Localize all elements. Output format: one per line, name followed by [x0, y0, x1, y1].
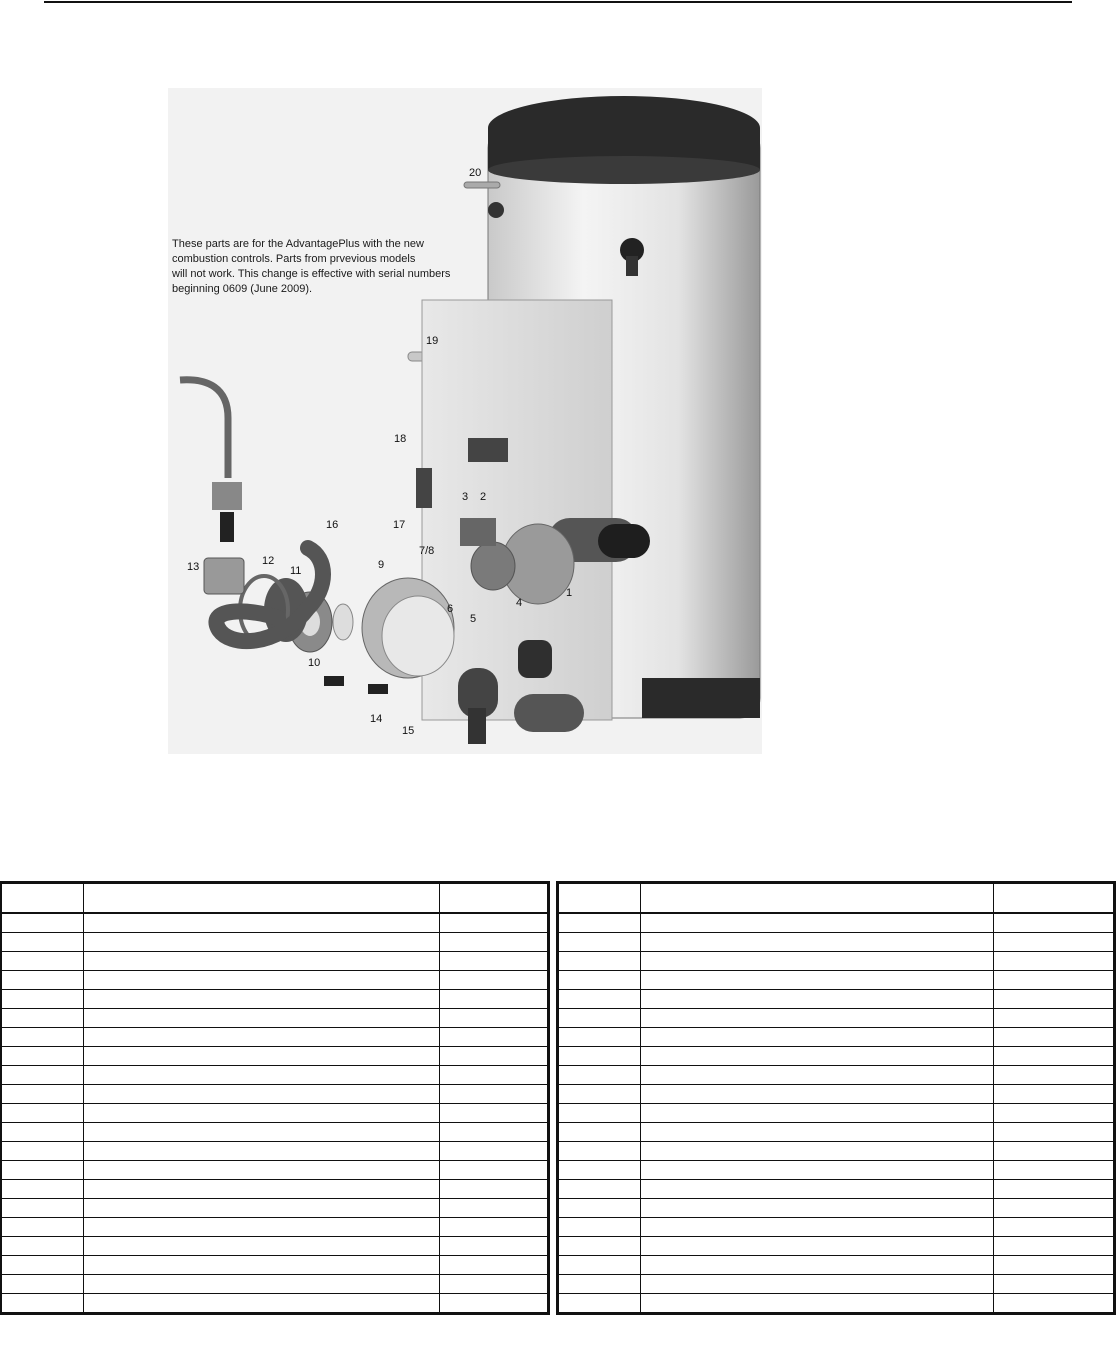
table-cell	[994, 1161, 1114, 1180]
table-cell	[641, 913, 994, 933]
table-row	[2, 1294, 548, 1313]
table-row	[559, 1275, 1114, 1294]
table-row	[559, 1161, 1114, 1180]
table-cell	[559, 913, 641, 933]
note-line: will not work. This change is effective with serial numbers	[172, 268, 451, 280]
table-cell	[440, 1085, 548, 1104]
table-cell	[2, 971, 84, 990]
callout-1: 1	[566, 587, 573, 599]
note-line: beginning 0609 (June 2009).	[172, 283, 313, 295]
table-cell	[2, 1085, 84, 1104]
table-row	[559, 1142, 1114, 1161]
table-cell	[84, 1218, 440, 1237]
table-cell	[641, 1237, 994, 1256]
table-cell	[994, 952, 1114, 971]
vent-pipe	[514, 694, 584, 732]
table-cell	[559, 1009, 641, 1028]
table-row	[2, 971, 548, 990]
table-cell	[440, 1180, 548, 1199]
callout-4: 4	[516, 597, 523, 609]
note-line: combustion controls. Parts from prvevious models	[172, 253, 416, 265]
table-cell	[641, 1085, 994, 1104]
table-cell	[84, 913, 440, 933]
table-cell	[2, 1199, 84, 1218]
table-cell	[2, 1256, 84, 1275]
table-cell	[84, 1123, 440, 1142]
callout-15: 15	[402, 725, 415, 737]
table-cell	[559, 1047, 641, 1066]
table-cell	[2, 1066, 84, 1085]
tank-base-band	[642, 678, 760, 718]
table-cell	[84, 1047, 440, 1066]
callout-6: 6	[447, 603, 454, 615]
table-cell	[440, 1275, 548, 1294]
table-cell	[84, 1104, 440, 1123]
table-cell	[641, 990, 994, 1009]
table-cell	[559, 1028, 641, 1047]
table-row	[559, 1066, 1114, 1085]
table-row	[2, 1047, 548, 1066]
callout-10: 10	[308, 657, 321, 669]
parts-diagram	[168, 88, 762, 754]
callout-16: 16	[326, 519, 339, 531]
table-row	[2, 1104, 548, 1123]
table-cell	[2, 1009, 84, 1028]
table-cell	[2, 990, 84, 1009]
table-cell	[994, 1028, 1114, 1047]
control-panel	[468, 438, 508, 462]
table-row	[559, 1028, 1114, 1047]
table-cell	[641, 1275, 994, 1294]
table-cell	[2, 1180, 84, 1199]
table-cell	[84, 1275, 440, 1294]
parts-table-right	[558, 883, 1114, 1313]
table-cell	[84, 1294, 440, 1313]
table-row	[2, 1237, 548, 1256]
table-row	[2, 913, 548, 933]
table-cell	[440, 1104, 548, 1123]
table-cell	[559, 1237, 641, 1256]
table-cell	[994, 1218, 1114, 1237]
gas-line	[180, 380, 228, 478]
table-row	[559, 1256, 1114, 1275]
callout-5: 5	[470, 613, 477, 625]
callout-13: 13	[187, 561, 200, 573]
table-cell	[641, 1161, 994, 1180]
table-cell	[2, 1161, 84, 1180]
table-cell	[994, 1123, 1114, 1142]
table-cell	[84, 1161, 440, 1180]
table-cell	[2, 1142, 84, 1161]
table-row	[2, 1161, 548, 1180]
table-header-cell	[84, 884, 440, 914]
table-row	[559, 1009, 1114, 1028]
table-cell	[641, 1180, 994, 1199]
table-cell	[641, 1009, 994, 1028]
callout-18: 18	[394, 433, 407, 445]
table-cell	[641, 1104, 994, 1123]
table-cell	[440, 1047, 548, 1066]
table-row	[2, 1142, 548, 1161]
table-cell	[2, 933, 84, 952]
callout-14: 14	[370, 713, 383, 725]
table-row	[2, 1009, 548, 1028]
cabinet	[422, 300, 612, 720]
table-row	[559, 1199, 1114, 1218]
table-cell	[2, 952, 84, 971]
table-row	[2, 990, 548, 1009]
table-cell	[440, 1161, 548, 1180]
table-cell	[994, 1256, 1114, 1275]
table-cell	[641, 1199, 994, 1218]
table-cell	[559, 971, 641, 990]
callout-19: 19	[426, 335, 439, 347]
table-row	[2, 1199, 548, 1218]
table-cell	[2, 1047, 84, 1066]
callout-9: 9	[378, 559, 385, 571]
table-cell	[559, 1180, 641, 1199]
table-cell	[2, 1123, 84, 1142]
table-cell	[994, 1104, 1114, 1123]
table-header-cell	[2, 884, 84, 914]
table-cell	[994, 1066, 1114, 1085]
table-cell	[440, 1142, 548, 1161]
table-cell	[994, 1294, 1114, 1313]
table-row	[2, 1218, 548, 1237]
table-cell	[440, 1009, 548, 1028]
parts-table-left-body	[2, 884, 548, 1313]
table-cell	[559, 1066, 641, 1085]
table-cell	[84, 1028, 440, 1047]
table-header-cell	[440, 884, 548, 914]
table-row	[2, 1123, 548, 1142]
table-cell	[2, 1294, 84, 1313]
table-cell	[84, 1142, 440, 1161]
table-cell	[641, 1218, 994, 1237]
note-line: These parts are for the AdvantagePlus with the new	[172, 238, 424, 250]
table-cell	[994, 990, 1114, 1009]
callout-12: 12	[262, 555, 275, 567]
table-cell	[440, 1237, 548, 1256]
table-cell	[84, 1085, 440, 1104]
callout-20: 20	[469, 167, 482, 179]
table-cell	[440, 1123, 548, 1142]
table-cell	[84, 952, 440, 971]
table-cell	[994, 971, 1114, 990]
table-row	[2, 1180, 548, 1199]
table-cell	[440, 952, 548, 971]
table-row	[559, 913, 1114, 933]
table-cell	[641, 1066, 994, 1085]
table-cell	[641, 1294, 994, 1313]
table-cell	[994, 1180, 1114, 1199]
table-cell	[994, 1142, 1114, 1161]
table-row	[559, 933, 1114, 952]
table-row	[559, 1104, 1114, 1123]
water-heater-illustration	[168, 88, 762, 754]
table-cell	[2, 913, 84, 933]
table-row	[559, 1123, 1114, 1142]
table-row	[2, 952, 548, 971]
gas-valve	[204, 558, 244, 594]
table-row	[2, 1028, 548, 1047]
table-cell	[559, 990, 641, 1009]
table-row	[559, 1047, 1114, 1066]
table-header-row	[2, 884, 548, 914]
table-row	[2, 1256, 548, 1275]
table-cell	[994, 913, 1114, 933]
table-cell	[2, 1237, 84, 1256]
table-cell	[994, 1085, 1114, 1104]
table-cell	[84, 1256, 440, 1275]
table-header-cell	[641, 884, 994, 914]
table-cell	[641, 952, 994, 971]
table-cell	[440, 1028, 548, 1047]
table-cell	[559, 952, 641, 971]
callout-7-8: 7/8	[419, 545, 435, 557]
table-cell	[994, 1237, 1114, 1256]
table-cell	[641, 1142, 994, 1161]
table-header-row	[559, 884, 1114, 914]
table-cell	[440, 913, 548, 933]
table-cell	[84, 1237, 440, 1256]
table-row	[2, 933, 548, 952]
parts-table-right-body	[559, 884, 1114, 1313]
table-cell	[84, 1066, 440, 1085]
table-cell	[440, 1218, 548, 1237]
table-cell	[641, 971, 994, 990]
table-cell	[559, 1142, 641, 1161]
table-cell	[2, 1028, 84, 1047]
table-row	[559, 971, 1114, 990]
table-cell	[440, 933, 548, 952]
table-cell	[440, 1066, 548, 1085]
table-cell	[994, 1047, 1114, 1066]
table-cell	[559, 1199, 641, 1218]
table-cell	[559, 1294, 641, 1313]
table-cell	[641, 1123, 994, 1142]
table-cell	[559, 1218, 641, 1237]
table-cell	[559, 933, 641, 952]
table-cell	[559, 1275, 641, 1294]
table-cell	[440, 1199, 548, 1218]
table-row	[2, 1066, 548, 1085]
table-cell	[559, 1256, 641, 1275]
table-cell	[2, 1104, 84, 1123]
table-cell	[559, 1104, 641, 1123]
table-header-cell	[559, 884, 641, 914]
table-cell	[84, 1180, 440, 1199]
table-cell	[641, 933, 994, 952]
table-cell	[2, 1275, 84, 1294]
table-cell	[994, 933, 1114, 952]
table-row	[2, 1085, 548, 1104]
table-row	[559, 990, 1114, 1009]
table-cell	[84, 971, 440, 990]
table-row	[559, 1237, 1114, 1256]
table-row	[559, 1180, 1114, 1199]
table-cell	[994, 1199, 1114, 1218]
table-cell	[440, 990, 548, 1009]
table-cell	[559, 1123, 641, 1142]
parts-table-left	[1, 883, 548, 1313]
table-cell	[641, 1256, 994, 1275]
callout-17: 17	[393, 519, 406, 531]
top-rule	[44, 1, 1072, 3]
table-row	[2, 1275, 548, 1294]
table-cell	[84, 990, 440, 1009]
table-cell	[440, 971, 548, 990]
part-20	[464, 182, 500, 188]
table-cell	[84, 1199, 440, 1218]
table-row	[559, 1085, 1114, 1104]
table-row	[559, 1218, 1114, 1237]
table-cell	[641, 1028, 994, 1047]
table-row	[559, 1294, 1114, 1313]
table-row	[559, 952, 1114, 971]
callout-3: 3	[462, 491, 469, 503]
table-cell	[440, 1256, 548, 1275]
table-cell	[440, 1294, 548, 1313]
table-cell	[559, 1085, 641, 1104]
table-cell	[2, 1218, 84, 1237]
table-cell	[641, 1047, 994, 1066]
table-cell	[559, 1161, 641, 1180]
callout-11: 11	[290, 565, 302, 577]
table-cell	[84, 1009, 440, 1028]
table-header-cell	[994, 884, 1114, 914]
table-cell	[994, 1275, 1114, 1294]
callout-2: 2	[480, 491, 487, 503]
compatibility-note	[172, 237, 502, 297]
table-cell	[994, 1009, 1114, 1028]
table-cell	[84, 933, 440, 952]
